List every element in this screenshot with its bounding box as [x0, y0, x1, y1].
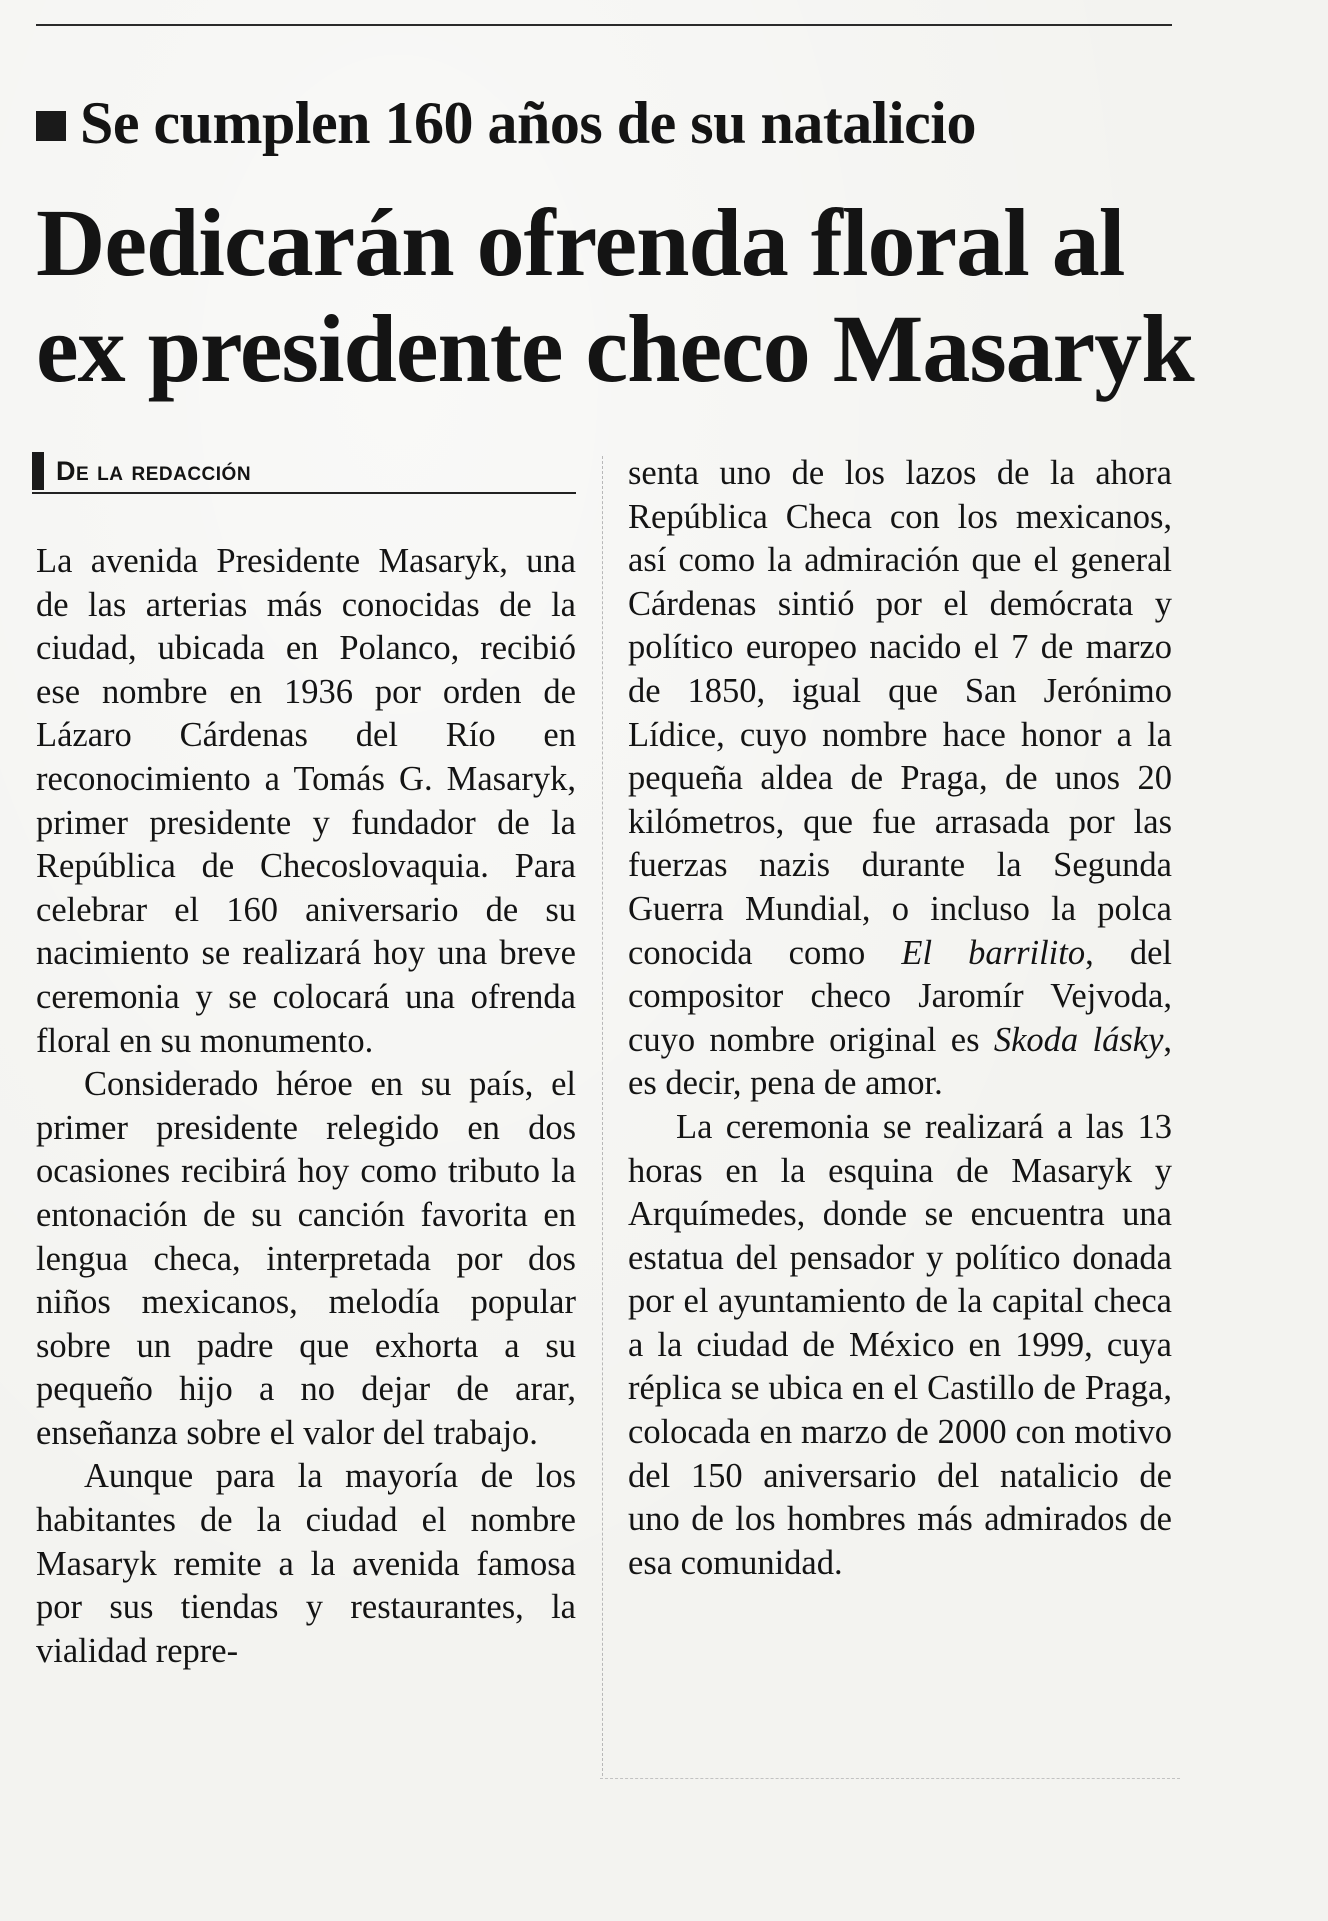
paragraph: Aunque para la mayoría de los habitantes de la ciudad el nombre Masaryk remite a la avenida famosa por sus tiendas y restaurantes, la vialidad repre- [36, 1457, 576, 1670]
original-title: Skoda lásky [993, 1020, 1164, 1059]
headline [36, 190, 1216, 402]
headline-line-1: Dedicarán ofrenda floral al [36, 189, 1125, 296]
paragraph: La ceremonia se realizará a las 13 horas en la esquina de Masaryk y Arquímedes, donde se encuentra una estatua del pensador y político donada por el ayuntamiento de la capital checa a la ciudad de México en 1999, cuya réplica se ubica en el Castillo de Praga, colocada en marzo de 2000 con motivo del 150 aniversario del natalicio de uno de los hombres más admirados de esa comunidad. [628, 1107, 1172, 1582]
byline-text: De la redacción [56, 456, 252, 486]
article-column-2 [628, 452, 1172, 1585]
paragraph: Considerado héroe en su país, el primer presidente relegido en dos ocasiones recibirá hoy como tributo la entonación de su canción favorita en lengua checa, interpretada por dos niños mexicanos, melodía popular sobre un padre que exhorta a su pequeño hijo a no dejar de arar, enseñanza sobre el valor del trabajo. [36, 1065, 576, 1452]
paragraph: La avenida Presidente Masaryk, una de las arterias más conocidas de la ciudad, ubicada en Polanco, recibió ese nombre en 1936 por orden de Lázaro Cárdenas del Río en reconocimiento a Tomás G. Masaryk, primer presidente y fundador de la República de Checoslovaquia. Para celebrar el 160 aniversario de su nacimiento se realizará hoy una breve ceremonia y se colocará una ofrenda floral en su monumento. [36, 542, 576, 1060]
bottom-rule [600, 1778, 1180, 1779]
song-title: El barrilito [901, 933, 1086, 972]
byline-bar [32, 452, 44, 490]
bullet-square-icon [36, 111, 66, 141]
top-rule [36, 24, 1172, 26]
text-run: senta uno de los lazos de la ahora República Checa con los mexicanos, así como la admiración que el general Cárdenas sintió por el demócrata y político europeo nacido el 7 de marzo de 1850, igual que San Jerónimo Lídice, cuyo nombre hace honor a la pequeña aldea de Praga, de unos 20 kilómetros, que fue arrasada por las fuerzas nazis durante la Segunda Guerra Mundial, o incluso la polca conocida como [628, 454, 1172, 972]
kicker [36, 88, 976, 158]
text-run: , del compositor checo Jaromír Vejvoda, cuyo nombre original es [628, 933, 1172, 1059]
article-column-1 [36, 540, 576, 1673]
byline [32, 452, 576, 494]
column-divider [602, 456, 603, 1776]
paragraph [628, 452, 1172, 1106]
headline-line-2: ex presidente checo Masaryk [36, 295, 1194, 402]
kicker-text: Se cumplen 160 años de su natalicio [80, 90, 976, 156]
text-run: , es decir, pena de amor. [628, 1020, 1173, 1103]
